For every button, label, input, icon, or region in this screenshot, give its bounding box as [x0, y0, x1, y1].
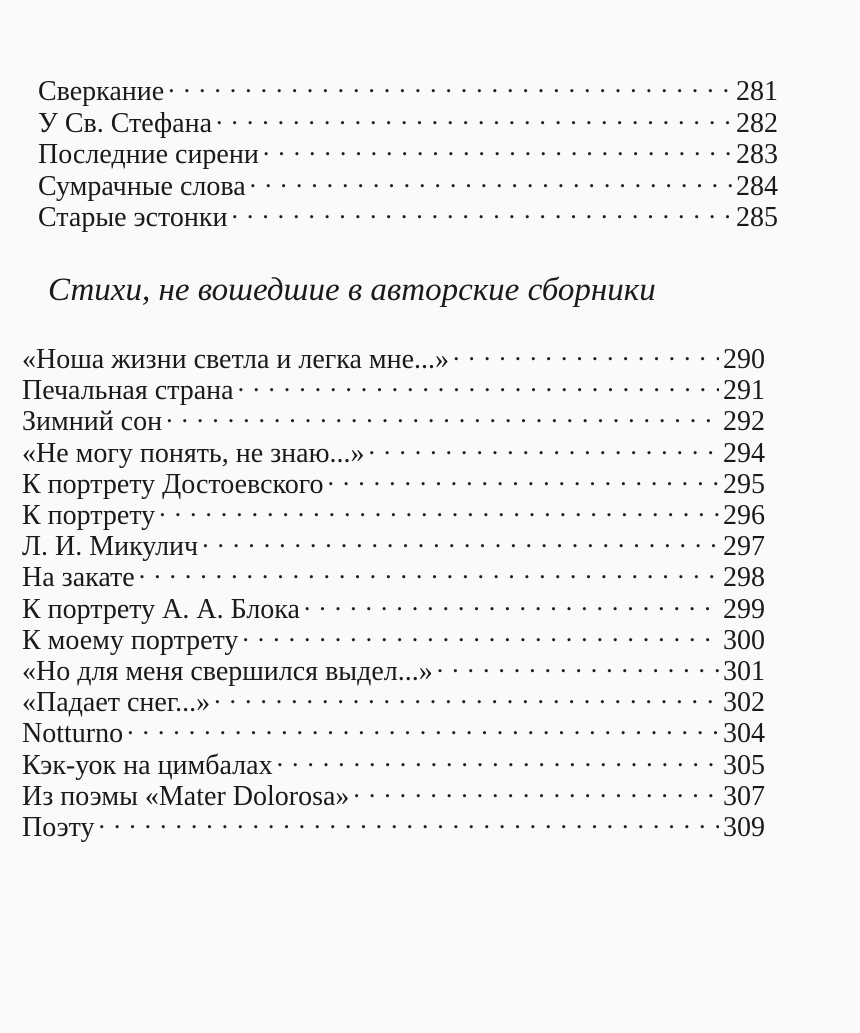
toc-entry-page: 302 — [723, 687, 765, 719]
toc-leader-dots — [369, 430, 719, 462]
toc-entry — [22, 804, 765, 843]
toc-leader-dots — [453, 336, 719, 368]
toc-entry-page: 290 — [723, 344, 765, 375]
toc-entry-page: 305 — [723, 749, 765, 781]
toc-entry — [22, 336, 765, 375]
toc-entry-page: 301 — [723, 656, 765, 687]
toc-entry — [22, 523, 765, 563]
toc-entry-title: Кэк-уок на цимбалах — [22, 749, 273, 781]
toc-entry — [22, 554, 765, 594]
toc-entry-page: 283 — [736, 139, 778, 170]
toc-entry-page: 307 — [723, 780, 765, 812]
toc-entry-title: Зимний сон — [22, 406, 163, 438]
toc-entry-title: Л. И. Микулич — [22, 531, 199, 563]
toc-leader-dots — [437, 648, 719, 680]
toc-entry-page: 299 — [723, 593, 765, 625]
toc-leader-dots — [250, 163, 732, 195]
toc-leader-dots — [242, 617, 719, 649]
toc-entry — [22, 492, 765, 531]
toc-entry — [22, 742, 765, 781]
toc-leader-dots — [98, 804, 719, 836]
toc-entry-title: «Ноша жизни светла и легка мне...» — [22, 344, 450, 375]
toc-entry-title: На закате — [22, 562, 135, 594]
toc-entry-page: 291 — [723, 375, 765, 407]
toc-entry — [38, 68, 778, 107]
toc-entry-title: Поэту — [22, 812, 95, 843]
toc-entry-title: Notturno — [22, 718, 124, 750]
toc-leader-dots — [159, 492, 719, 524]
toc-entry — [22, 367, 765, 407]
toc-entry-page: 309 — [723, 812, 765, 843]
toc-entry-page: 304 — [723, 718, 765, 750]
toc-leader-dots — [231, 194, 732, 226]
toc-leader-dots — [353, 773, 719, 805]
toc-entry-page: 296 — [723, 500, 765, 531]
toc-entry — [22, 586, 765, 625]
toc-entry-title: «Не могу понять, не знаю...» — [22, 437, 365, 469]
toc-leader-dots — [263, 131, 732, 163]
toc-entry-page: 294 — [723, 437, 765, 469]
toc-entry — [22, 430, 765, 469]
toc-entry-page: 281 — [736, 76, 778, 107]
toc-entry-title: «Но для меня свершился выдел...» — [22, 656, 433, 687]
toc-entry-title: Последние сирени — [38, 139, 259, 170]
toc-entry-title: Старые эстонки — [38, 202, 228, 233]
toc-entry — [38, 163, 778, 202]
toc-leader-dots — [214, 679, 719, 711]
toc-entry-title: Из поэмы «Mater Dolorosa» — [22, 780, 350, 812]
toc-leader-dots — [277, 742, 719, 774]
toc-entry — [22, 679, 765, 719]
toc-entry — [38, 131, 778, 170]
toc-entry — [22, 461, 765, 500]
section-heading: Стихи, не вошедшие в авторские сборники — [48, 272, 656, 308]
toc-entry — [38, 100, 778, 139]
toc-entry — [22, 773, 765, 812]
toc-entry-title: К портрету А. А. Блока — [22, 593, 300, 625]
toc-entry — [38, 194, 778, 233]
toc-entry — [22, 648, 765, 687]
toc-entry-title: К портрету Достоевского — [22, 468, 324, 500]
toc-leader-dots — [327, 461, 719, 493]
toc-entry — [22, 617, 765, 656]
toc-entry-title: К портрету — [22, 500, 156, 531]
toc-leader-dots — [304, 586, 719, 618]
toc-entry-title: К моему портрету — [22, 624, 239, 656]
toc-leader-dots — [166, 398, 719, 430]
toc-entry-page: 295 — [723, 468, 765, 500]
toc-entry-page: 285 — [736, 202, 778, 233]
toc-entry-page: 282 — [736, 107, 778, 139]
toc-leader-dots — [216, 100, 732, 132]
toc-leader-dots — [168, 68, 732, 100]
toc-entry-page: 297 — [723, 531, 765, 563]
toc-entry-page: 300 — [723, 624, 765, 656]
toc-entry-page: 292 — [723, 406, 765, 438]
toc-entry — [22, 398, 765, 438]
toc-leader-dots — [127, 710, 719, 742]
toc-entry-title: «Падает снег...» — [22, 687, 211, 719]
toc-leader-dots — [238, 367, 719, 399]
toc-entry-title: Печальная страна — [22, 375, 234, 407]
toc-entry — [22, 710, 765, 750]
toc-entry-title: Сумрачные слова — [38, 170, 246, 202]
toc-leader-dots — [139, 554, 719, 586]
toc-leader-dots — [202, 523, 719, 555]
toc-entry-title: Сверкание — [38, 76, 165, 107]
toc-entry-page: 298 — [723, 562, 765, 594]
toc-entry-title: У Св. Стефана — [38, 107, 213, 139]
toc-entry-page: 284 — [736, 170, 778, 202]
